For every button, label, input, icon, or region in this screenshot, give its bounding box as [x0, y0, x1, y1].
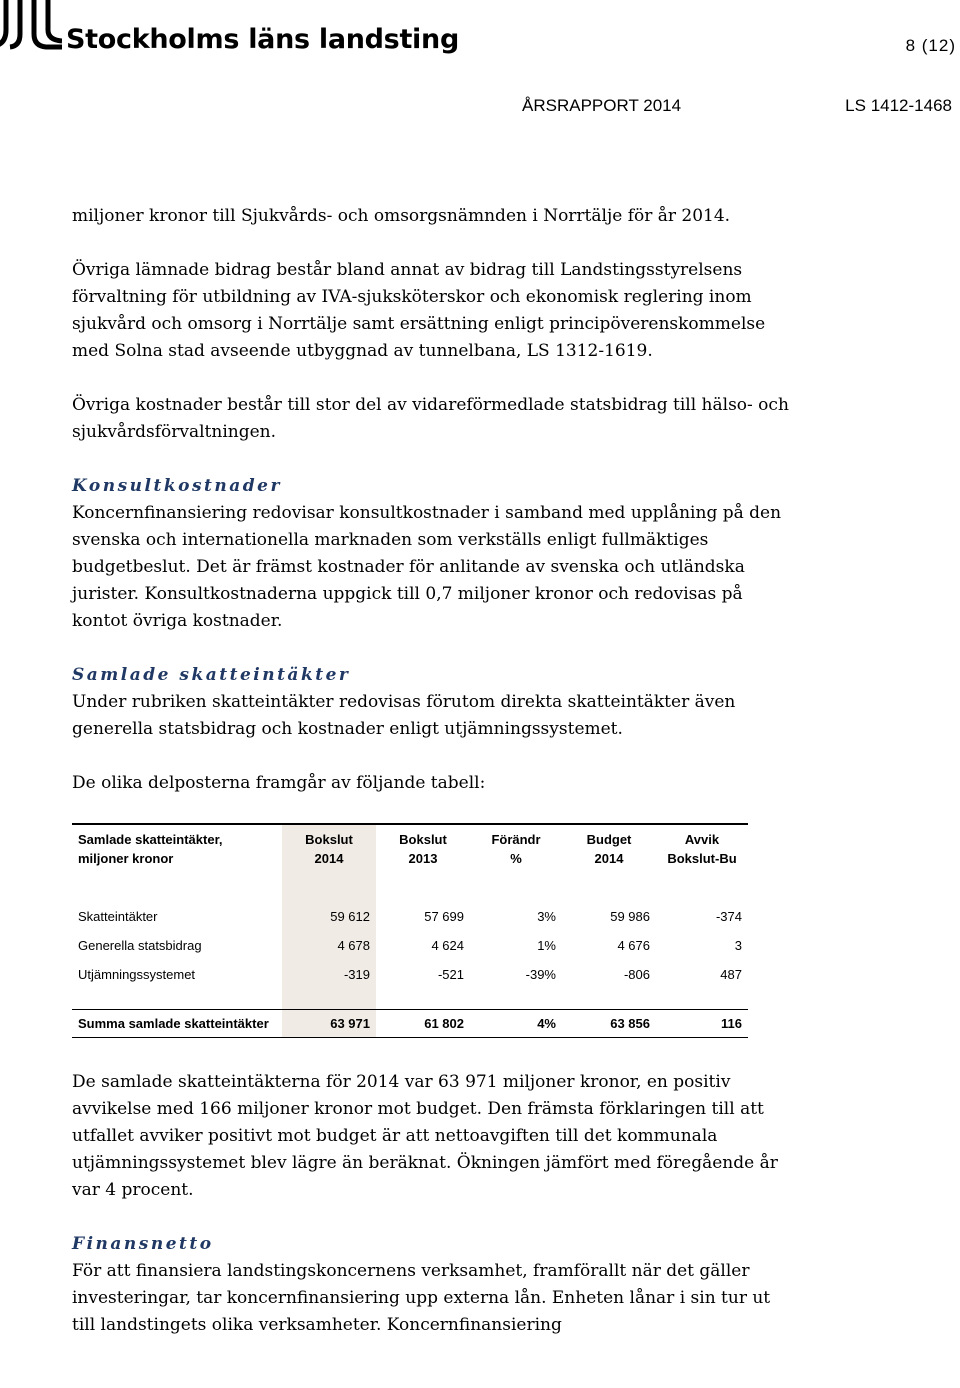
paragraph: Övriga lämnade bidrag består bland annat av bidrag till Landstingsstyrelsens förvaltning för utbildning av IVA-sjuksköterskor och ekonomisk reglering inom sjukvård och omsorg i Norrtälje samt ersättning enligt principöverenskommelse med Solna stad avseende utbyggnad av tunnelbana, LS 1312-1619.: [72, 260, 766, 361]
table-cell: Summa samlade skatteintäkter: [72, 1010, 282, 1038]
column-header: Budget 2014: [562, 824, 656, 872]
section-heading-skatteintakter: Samlade skatteintäkter: [72, 665, 351, 685]
column-header: Bokslut 2014: [282, 824, 376, 872]
logo-icon: [0, 0, 62, 50]
paragraph: Övriga kostnader består till stor del av vidareförmedlade statsbidrag till hälso- och sjukvårdsförvaltningen.: [72, 395, 789, 442]
org-name: Stockholms läns landsting: [66, 24, 459, 55]
table-cell: 4%: [470, 1010, 562, 1038]
tax-revenue-table: [72, 823, 748, 1038]
table-row: [72, 931, 748, 960]
table-header-row: [72, 824, 748, 872]
table-row: [72, 960, 748, 989]
table-cell: -521: [437, 967, 464, 982]
table-cell: 63 971: [282, 1010, 376, 1038]
table-cell: 3: [734, 938, 742, 953]
paragraph: miljoner kronor till Sjukvårds- och omsorgsnämnden i Norrtälje för år 2014.: [72, 206, 731, 226]
table-cell: 4 678: [282, 931, 376, 960]
column-header: Bokslut 2013: [376, 824, 470, 872]
table-cell: 4 624: [431, 938, 464, 953]
table-cell: 487: [720, 967, 742, 982]
table-cell: 4 676: [617, 938, 650, 953]
report-name: ÅRSRAPPORT 2014: [522, 96, 682, 115]
table-cell: 63 856: [562, 1010, 656, 1038]
paragraph: För att finansiera landstingskoncernens verksamhet, framförallt när det gäller investeringar, tar koncernfinansiering upp externa lån. Enheten lånar i sin tur ut till landstingets olika verksamheter. Koncernfinansiering: [72, 1261, 771, 1335]
table-cell: 3%: [537, 909, 556, 924]
table-cell: 57 699: [424, 909, 464, 924]
document-body: [72, 203, 792, 1339]
column-header: Avvik Bokslut-Bu: [656, 824, 748, 872]
table-cell: -39%: [525, 967, 556, 982]
paragraph: De samlade skatteintäkterna för 2014 var 63 971 miljoner kronor, en positiv avvikelse med 166 miljoner kronor mot budget. Den främsta förklaringen till att utfallet avviker positivt mot budget är att nettoavgiften till det kommunala utjämningssystemet blev lägre än beräknat. Ökningen jämfört med föregående år var 4 procent.: [72, 1072, 778, 1200]
column-header: Förändr %: [470, 824, 562, 872]
section-heading-konsultkostnader: Konsultkostnader: [72, 476, 282, 496]
table-cell: -374: [715, 909, 742, 924]
table-cell: 59 986: [610, 909, 650, 924]
table-cell: Utjämningssystemet: [78, 967, 196, 982]
table-total-row: [72, 1010, 748, 1038]
paragraph: Koncernfinansiering redovisar konsultkostnader i samband med upplåning på den svenska och internationella marknaden som verkställs enligt fullmäktiges budgetbeslut. Det är främst kostnader för anlitande av svenska och utländska jurister. Konsultkostnaderna uppgick till 0,7 miljoner kronor och redovisas på kontot övriga kostnader.: [72, 503, 782, 631]
table-cell: 116: [656, 1010, 748, 1038]
table-row: [72, 902, 748, 931]
table-cell: 61 802: [376, 1010, 470, 1038]
paragraph: De olika delposterna framgår av följande tabell:: [72, 773, 486, 793]
table-cell: Generella statsbidrag: [78, 938, 202, 953]
section-heading-finansnetto: Finansnetto: [72, 1234, 214, 1254]
table-cell: -806: [623, 967, 650, 982]
page-number: 8 (12): [905, 36, 956, 55]
case-number: LS 1412-1468: [845, 96, 952, 115]
table-cell: -319: [282, 960, 376, 989]
table-cell: 1%: [537, 938, 556, 953]
column-header: Samlade skatteintäkter, miljoner kronor: [72, 824, 282, 872]
table-cell: 59 612: [282, 902, 376, 931]
paragraph: Under rubriken skatteintäkter redovisas förutom direkta skatteintäkter även generella statsbidrag och kostnader enligt utjämningssystemet.: [72, 692, 736, 739]
table-cell: Skatteintäkter: [78, 909, 158, 924]
